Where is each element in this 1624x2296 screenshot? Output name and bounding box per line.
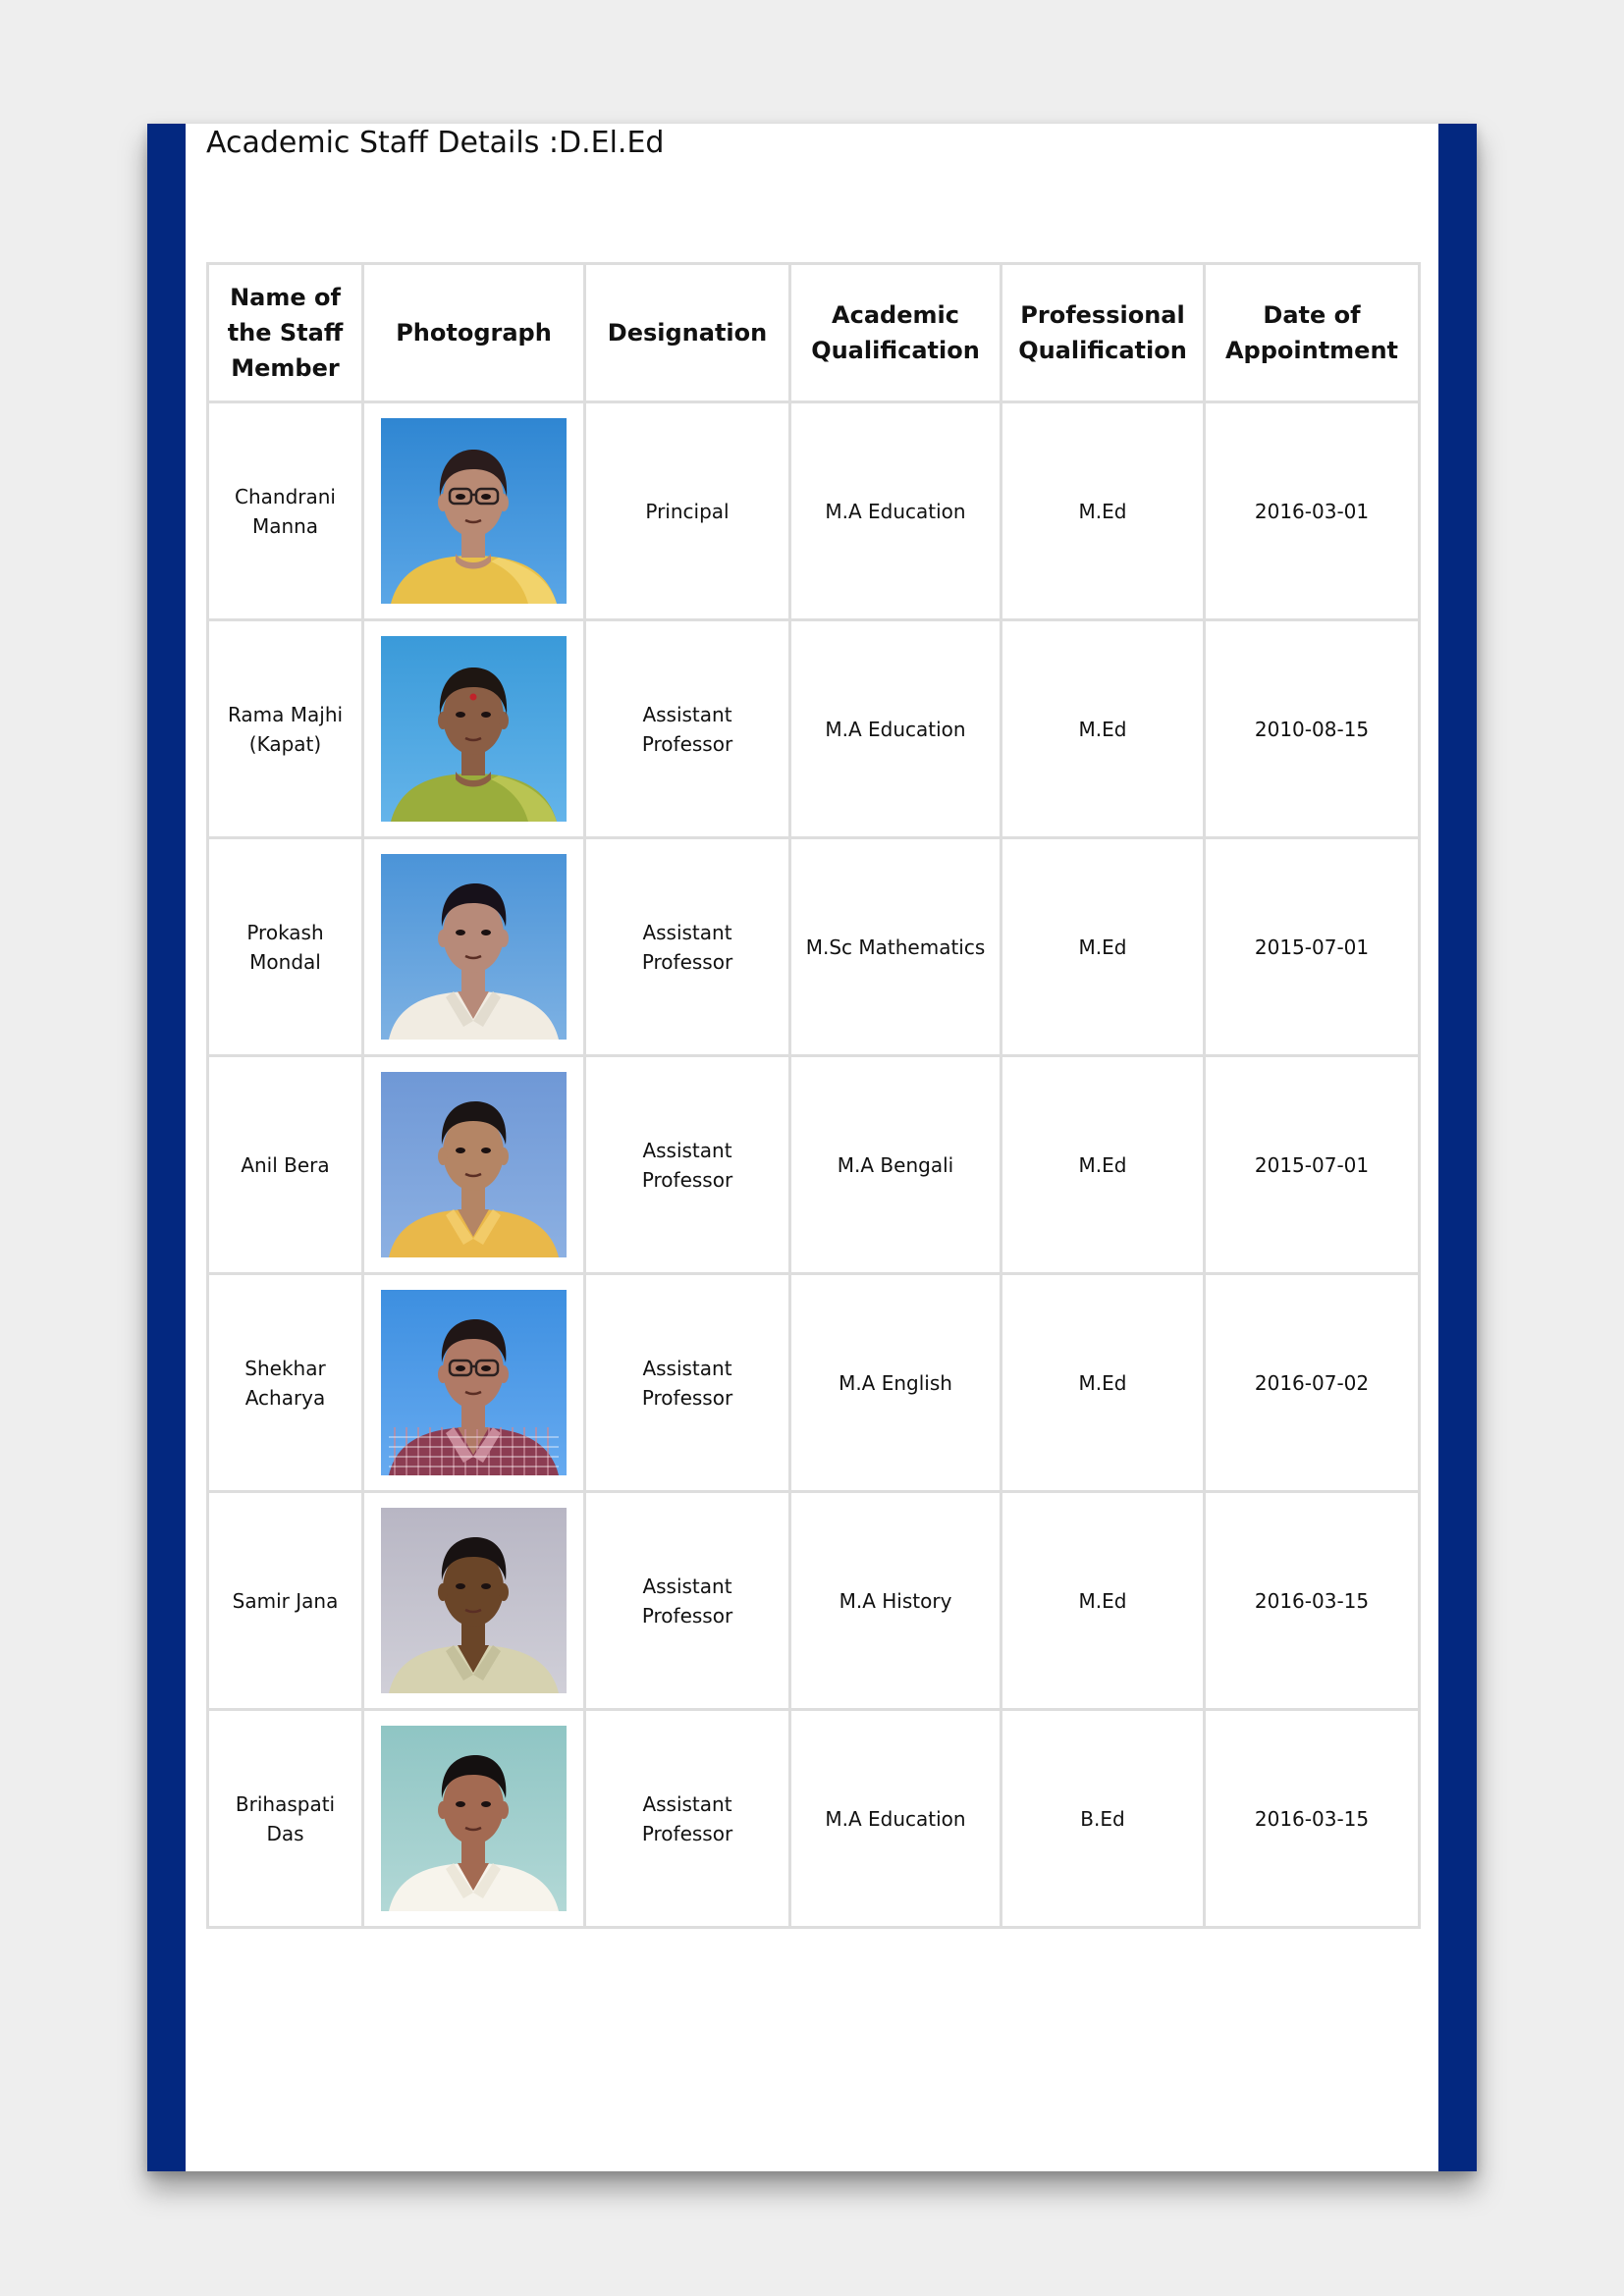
- cell-designation: Assistant Professor: [585, 620, 790, 838]
- cell-date-of-appointment: 2016-07-02: [1205, 1274, 1420, 1492]
- cell-photograph: [363, 1492, 585, 1710]
- cell-photograph: [363, 620, 585, 838]
- cell-academic-qualification: M.A Education: [790, 620, 1001, 838]
- table-row: [208, 838, 1420, 1056]
- cell-academic-qualification: M.A Bengali: [790, 1056, 1001, 1274]
- cell-date-of-appointment: 2016-03-15: [1205, 1710, 1420, 1928]
- cell-name: Prokash Mondal: [208, 838, 363, 1056]
- table-row: [208, 1056, 1420, 1274]
- table-row: [208, 1274, 1420, 1492]
- cell-professional-qualification: M.Ed: [1001, 1274, 1205, 1492]
- cell-designation: Assistant Professor: [585, 1274, 790, 1492]
- header-name: Name of the Staff Member: [208, 264, 363, 402]
- cell-name: Shekhar Acharya: [208, 1274, 363, 1492]
- cell-date-of-appointment: 2016-03-15: [1205, 1492, 1420, 1710]
- cell-professional-qualification: M.Ed: [1001, 1056, 1205, 1274]
- table-row: [208, 1492, 1420, 1710]
- cell-designation: Assistant Professor: [585, 1056, 790, 1274]
- cell-professional-qualification: M.Ed: [1001, 620, 1205, 838]
- photo-of-man-white-tshirt: [364, 1726, 583, 1911]
- photo-of-man-checked-shirt: [364, 1290, 583, 1475]
- cell-photograph: [363, 1056, 585, 1274]
- cell-name: Rama Majhi (Kapat): [208, 620, 363, 838]
- header-photograph: Photograph: [363, 264, 585, 402]
- header-academic-qualification: Academic Qualification: [790, 264, 1001, 402]
- header-designation: Designation: [585, 264, 790, 402]
- header-date-of-appointment: Date of Appointment: [1205, 264, 1420, 402]
- cell-professional-qualification: B.Ed: [1001, 1710, 1205, 1928]
- cell-designation: Assistant Professor: [585, 1710, 790, 1928]
- cell-photograph: [363, 1710, 585, 1928]
- cell-date-of-appointment: 2015-07-01: [1205, 838, 1420, 1056]
- cell-photograph: [363, 1274, 585, 1492]
- cell-date-of-appointment: 2015-07-01: [1205, 1056, 1420, 1274]
- cell-academic-qualification: M.A English: [790, 1274, 1001, 1492]
- photo-of-woman-green-saree: [364, 636, 583, 822]
- cell-designation: Principal: [585, 402, 790, 620]
- cell-designation: Assistant Professor: [585, 1492, 790, 1710]
- cell-professional-qualification: M.Ed: [1001, 402, 1205, 620]
- table-row: [208, 620, 1420, 838]
- cell-professional-qualification: M.Ed: [1001, 1492, 1205, 1710]
- cell-name: Brihaspati Das: [208, 1710, 363, 1928]
- photo-of-man-white-shirt: [364, 854, 583, 1040]
- cell-date-of-appointment: 2010-08-15: [1205, 620, 1420, 838]
- header-professional-qualification: Professional Qualification: [1001, 264, 1205, 402]
- staff-table: [206, 262, 1421, 1929]
- cell-photograph: [363, 402, 585, 620]
- cell-academic-qualification: M.A Education: [790, 402, 1001, 620]
- page-title: Academic Staff Details :D.El.Ed: [206, 126, 665, 160]
- cell-name: Chandrani Manna: [208, 402, 363, 620]
- cell-date-of-appointment: 2016-03-01: [1205, 402, 1420, 620]
- cell-name: Samir Jana: [208, 1492, 363, 1710]
- table-row: [208, 402, 1420, 620]
- table-row: [208, 1710, 1420, 1928]
- cell-academic-qualification: M.A History: [790, 1492, 1001, 1710]
- cell-designation: Assistant Professor: [585, 838, 790, 1056]
- photo-of-man-grey-background: [364, 1508, 583, 1693]
- cell-academic-qualification: M.Sc Mathematics: [790, 838, 1001, 1056]
- cell-name: Anil Bera: [208, 1056, 363, 1274]
- cell-professional-qualification: M.Ed: [1001, 838, 1205, 1056]
- photo-of-man-yellow-shirt: [364, 1072, 583, 1257]
- cell-photograph: [363, 838, 585, 1056]
- cell-academic-qualification: M.A Education: [790, 1710, 1001, 1928]
- table-header-row: [208, 264, 1420, 402]
- document-page: [147, 124, 1477, 2171]
- photo-of-woman-yellow-saree: [364, 418, 583, 604]
- staff-table-body: [208, 402, 1420, 1928]
- left-border-bar: [147, 124, 186, 2171]
- right-border-bar: [1438, 124, 1477, 2171]
